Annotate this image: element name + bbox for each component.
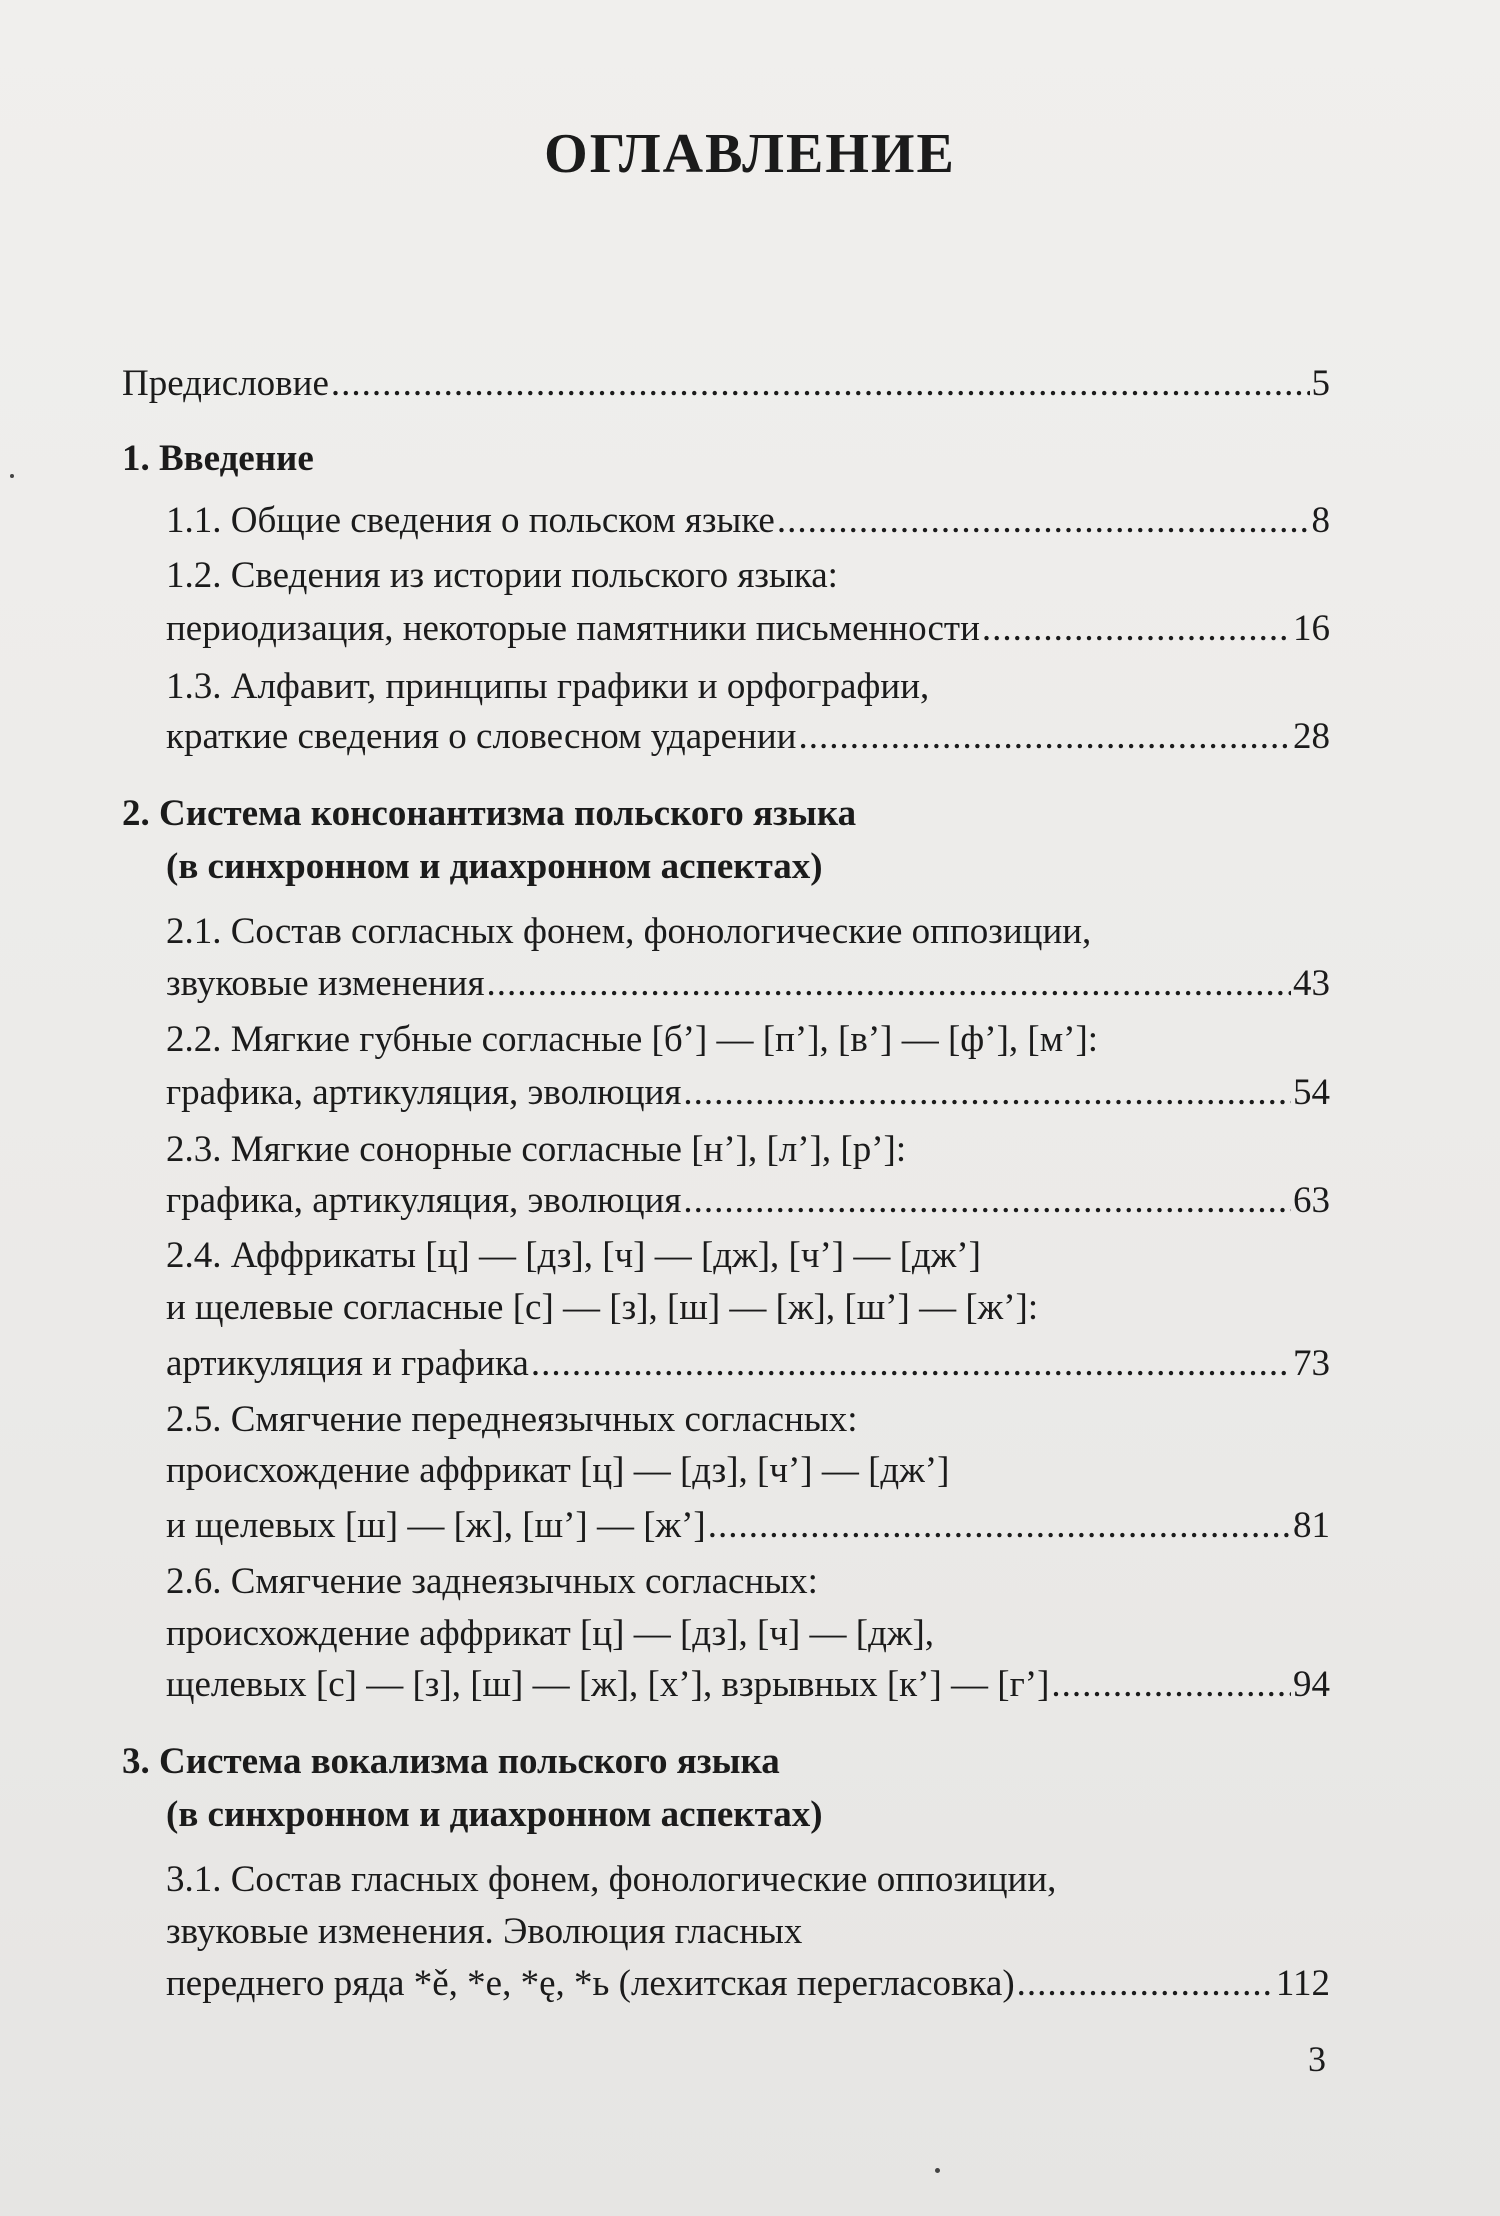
section-heading: 2. Система консонантизма польского языка — [122, 793, 857, 834]
toc-page-number: 28 — [1293, 716, 1330, 757]
dot-leader — [1017, 1960, 1274, 2008]
toc-page-number: 5 — [1311, 363, 1330, 404]
toc-entry — [166, 1661, 1330, 1709]
dot-leader — [708, 1502, 1291, 1550]
toc-entry-label: переднего ряда *ě, *e, *ę, *ь (лехитская перегласовка) — [166, 1963, 1015, 2004]
toc-page-number: 54 — [1293, 1072, 1330, 1113]
section-heading: 3. Система вокализма польского языка — [122, 1741, 780, 1782]
toc-entry-label: звуковые изменения — [166, 963, 485, 1004]
toc-entry-line: 1.3. Алфавит, принципы графики и орфографии, — [166, 666, 930, 707]
toc-entry-line: происхождение аффрикат [ц] — [дз], [ч’] — [дж’] — [166, 1450, 950, 1491]
toc-entry — [166, 1340, 1330, 1388]
toc-entry-label: и щелевых [ш] — [ж], [ш’] — [ж’] — [166, 1505, 706, 1546]
toc-entry — [166, 605, 1330, 653]
toc-entry — [166, 1502, 1330, 1550]
toc-entry-label: графика, артикуляция, эволюция — [166, 1072, 682, 1113]
dot-leader — [683, 1069, 1291, 1117]
section-heading: 1. Введение — [122, 438, 314, 479]
toc-entry-label: 1.1. Общие сведения о польском языке — [166, 500, 775, 541]
toc-entry-line: 1.2. Сведения из истории польского языка: — [166, 555, 838, 596]
toc-entry — [166, 1960, 1330, 2008]
paper-speck — [935, 2168, 940, 2173]
toc-entry-label: графика, артикуляция, эволюция — [166, 1180, 682, 1221]
toc-entry-line: 2.5. Смягчение переднеязычных согласных: — [166, 1399, 858, 1440]
toc-entry — [166, 713, 1330, 761]
toc-entry-line: звуковые изменения. Эволюция гласных — [166, 1911, 803, 1952]
toc-entry-line: 3.1. Состав гласных фонем, фонологические оппозиции, — [166, 1859, 1057, 1900]
toc-entry-label: краткие сведения о словесном ударении — [166, 716, 797, 757]
toc-page-number: 63 — [1293, 1180, 1330, 1221]
toc-entry-preface — [122, 360, 1330, 408]
dot-leader — [487, 960, 1292, 1008]
toc-page-number: 16 — [1293, 608, 1330, 649]
toc-page-number: 81 — [1293, 1505, 1330, 1546]
toc-page-number: 73 — [1293, 1343, 1330, 1384]
toc-entry-label: Предисловие — [122, 363, 329, 404]
dot-leader — [777, 497, 1310, 545]
dot-leader — [683, 1177, 1291, 1225]
section-heading: (в синхронном и диахронном аспектах) — [166, 846, 823, 887]
page-title: ОГЛАВЛЕНИЕ — [544, 123, 956, 185]
page-number: 3 — [1308, 2039, 1326, 2079]
toc-entry-label: артикуляция и графика — [166, 1343, 529, 1384]
toc-entry-line: и щелевые согласные [с] — [з], [ш] — [ж], [ш’] — [ж’]: — [166, 1287, 1039, 1328]
dot-leader — [798, 713, 1291, 761]
toc-page-number: 112 — [1275, 1963, 1330, 2004]
dot-leader — [331, 360, 1310, 408]
toc-entry-line: 2.2. Мягкие губные согласные [б’] — [п’], [в’] — [ф’], [м’]: — [166, 1019, 1099, 1060]
toc-entry — [166, 1069, 1330, 1117]
toc-entry-line: 2.6. Смягчение заднеязычных согласных: — [166, 1561, 818, 1602]
toc-page-number: 8 — [1311, 500, 1330, 541]
toc-entry-line: 2.3. Мягкие сонорные согласные [н’], [л’], [р’]: — [166, 1129, 907, 1170]
toc-page-number: 94 — [1293, 1664, 1330, 1705]
toc-entry — [166, 1177, 1330, 1225]
toc-entry-line: 2.4. Аффрикаты [ц] — [дз], [ч] — [дж], [ч’] — [дж’] — [166, 1235, 981, 1276]
dot-leader — [982, 605, 1291, 653]
toc-entry-label: периодизация, некоторые памятники письменности — [166, 608, 980, 649]
toc-entry-line: происхождение аффрикат [ц] — [дз], [ч] — [дж], — [166, 1613, 935, 1654]
toc-entry — [166, 497, 1330, 545]
toc-entry-label: щелевых [с] — [з], [ш] — [ж], [х’], взрывных [к’] — [г’] — [166, 1664, 1050, 1705]
toc-entry — [166, 960, 1330, 1008]
paper-speck — [10, 474, 14, 478]
dot-leader — [1051, 1661, 1291, 1709]
toc-entry-line: 2.1. Состав согласных фонем, фонологические оппозиции, — [166, 911, 1092, 952]
toc-page-number: 43 — [1293, 963, 1330, 1004]
section-heading: (в синхронном и диахронном аспектах) — [166, 1794, 823, 1835]
dot-leader — [531, 1340, 1291, 1388]
